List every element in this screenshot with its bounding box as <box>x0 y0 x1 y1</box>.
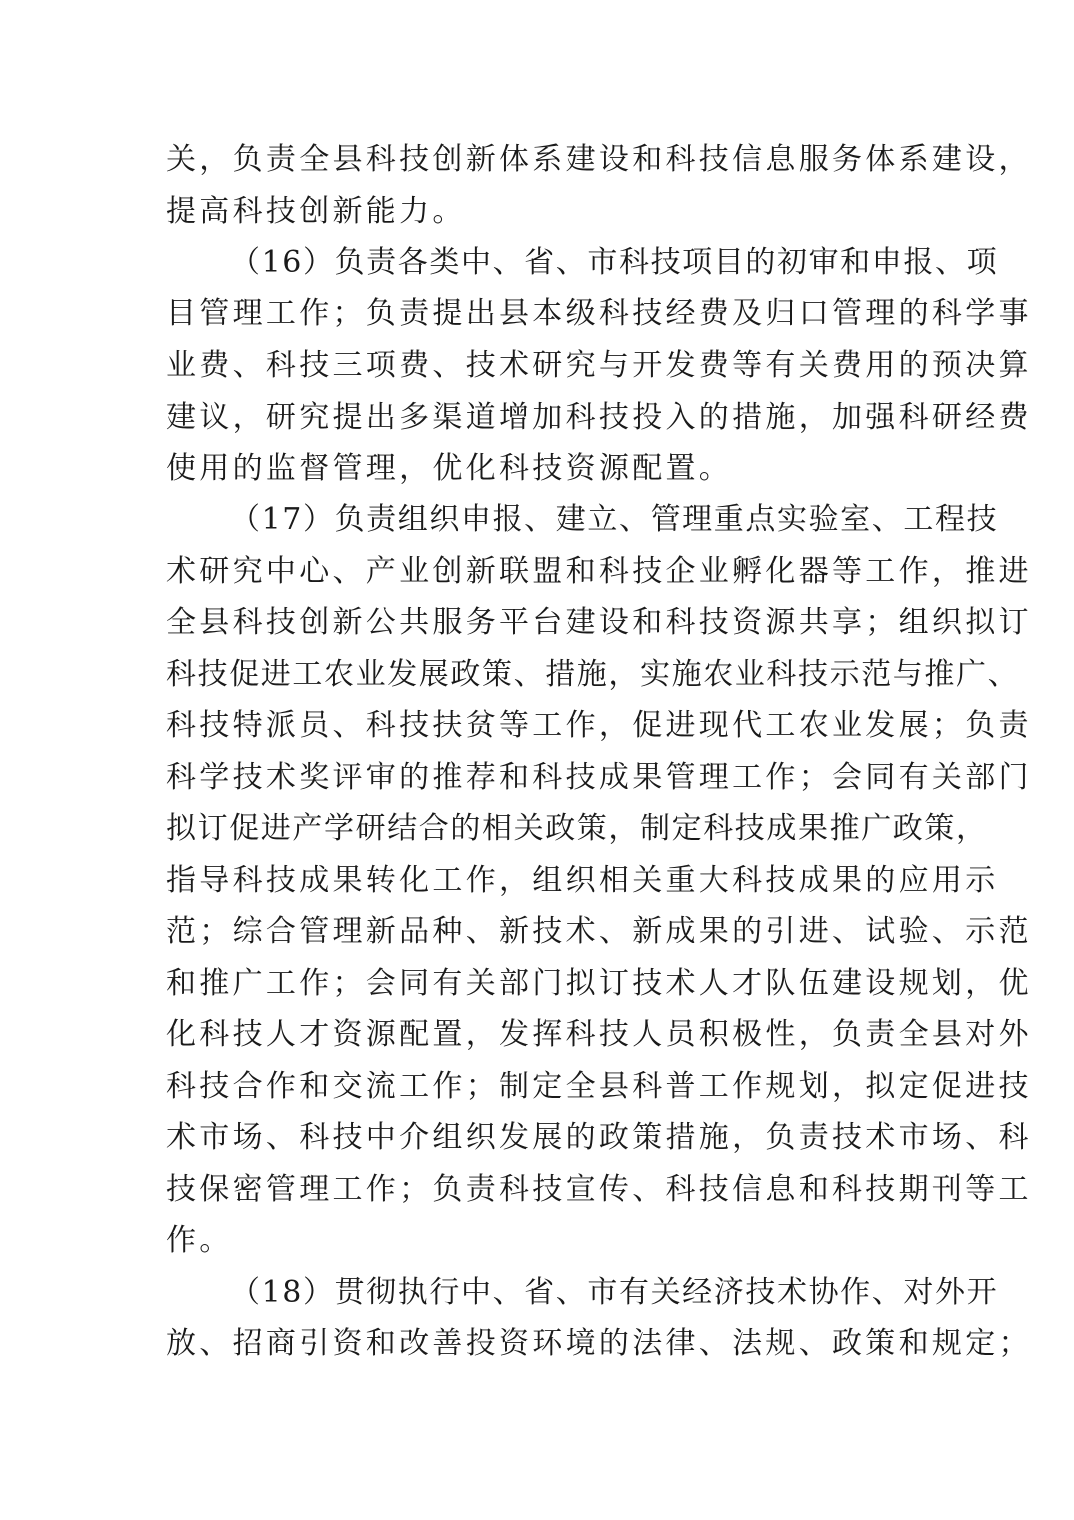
text-line: 科学技术奖评审的推荐和科技成果管理工作；会同有关部门 <box>166 760 1032 795</box>
text-line: 业费、科技三项费、技术研究与开发费等有关费用的预决算 <box>166 348 1032 383</box>
text-line: 技保密管理工作；负责科技宣传、科技信息和科技期刊等工 <box>166 1172 1032 1207</box>
text-line: 科技促进工农业发展政策、措施，实施农业科技示范与推广、 <box>166 657 1020 692</box>
text-line: 使用的监督管理，优化科技资源配置。 <box>166 451 733 486</box>
text-line: 科技合作和交流工作；制定全县科普工作规划，拟定促进技 <box>166 1069 1032 1104</box>
text-line: 作。 <box>166 1223 233 1258</box>
text-line: 术研究中心、产业创新联盟和科技企业孵化器等工作，推进 <box>166 554 1032 589</box>
paragraph-18-start: （18）贯彻执行中、省、市有关经济技术协作、对外开 <box>230 1275 999 1310</box>
text-line: 关，负责全县科技创新体系建设和科技信息服务体系建设， <box>166 142 1032 177</box>
text-line: 科技特派员、科技扶贫等工作，促进现代工农业发展；负责 <box>166 708 1032 743</box>
text-line: 术市场、科技中介组织发展的政策措施，负责技术市场、科 <box>166 1120 1032 1155</box>
text-line: 放、招商引资和改善投资环境的法律、法规、政策和规定； <box>166 1326 1032 1361</box>
paragraph-16-start: （16）负责各类中、省、市科技项目的初审和申报、项 <box>230 245 999 280</box>
text-line: 全县科技创新公共服务平台建设和科技资源共享；组织拟订 <box>166 605 1032 640</box>
text-line: 提高科技创新能力。 <box>166 194 466 229</box>
text-line: 范；综合管理新品种、新技术、新成果的引进、试验、示范 <box>166 914 1032 949</box>
text-line: 指导科技成果转化工作，组织相关重大科技成果的应用示 <box>166 863 999 898</box>
text-line: 目管理工作；负责提出县本级科技经费及归口管理的科学事 <box>166 296 1032 331</box>
text-line: 建议，研究提出多渠道增加科技投入的措施，加强科研经费 <box>166 400 1032 435</box>
text-line: 拟订促进产学研结合的相关政策，制定科技成果推广政策， <box>166 811 988 846</box>
text-line: 和推广工作；会同有关部门拟订技术人才队伍建设规划，优 <box>166 966 1032 1001</box>
paragraph-17-start: （17）负责组织申报、建立、管理重点实验室、工程技 <box>230 502 999 537</box>
text-line: 化科技人才资源配置，发挥科技人员积极性，负责全县对外 <box>166 1017 1032 1052</box>
